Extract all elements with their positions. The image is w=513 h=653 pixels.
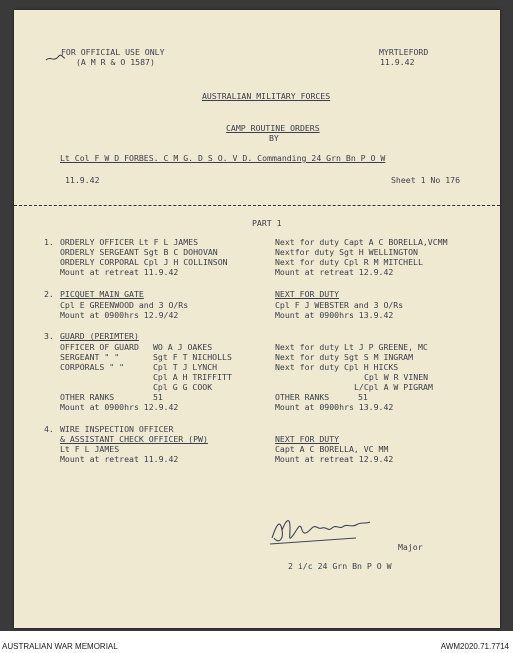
guard-corporal-next-1: Next for duty Cpl H HICKS bbox=[275, 362, 399, 372]
section-4-mount: Mount at retreat 11.9.42 bbox=[60, 454, 179, 464]
orderly-corporal-next: Next for duty Cpl R M MITCHELL bbox=[275, 257, 423, 267]
section-1-number: 1. bbox=[44, 237, 54, 247]
footer-accession-number: AWM2020.71.7714 bbox=[440, 642, 509, 651]
signatory-rank: Major bbox=[398, 542, 423, 552]
document-page bbox=[14, 10, 500, 628]
reference-number: (A M R & O 1587) bbox=[76, 57, 155, 67]
handwritten-signature bbox=[266, 508, 376, 550]
orderly-officer-next: Next for duty Capt A C BORELLA,VCMM bbox=[275, 237, 448, 247]
divider-rule bbox=[14, 205, 500, 206]
guard-officer-label: OFFICER OF GUARD bbox=[60, 342, 139, 352]
section-2-number: 2. bbox=[44, 289, 54, 299]
guard-corporal-3: Cpl G G COOK bbox=[153, 382, 213, 392]
other-ranks-label: OTHER RANKS bbox=[60, 392, 115, 402]
guard-officer-next: Next for duty Lt J P GREENE, MC bbox=[275, 342, 428, 352]
wire-inspection-officer: Lt F L JAMES bbox=[60, 444, 120, 454]
guard-sergeant-label: SERGEANT " " bbox=[60, 352, 120, 362]
section-3-mount: Mount at 0900hrs 12.9.42 bbox=[60, 402, 179, 412]
signatory-unit: 2 i/c 24 Grn Bn P O W bbox=[288, 561, 392, 571]
header-date: 11.9.42 bbox=[380, 57, 415, 67]
guard-corporal-next-3: L/Cpl A W PIGRAM bbox=[354, 382, 433, 392]
wire-inspection-officer-next: Capt A C BORELLA, VC MM bbox=[275, 444, 389, 454]
section-1-mount-next: Mount at retreat 12.9.42 bbox=[275, 267, 394, 277]
footer-bar bbox=[0, 631, 513, 653]
order-date: 11.9.42 bbox=[65, 175, 100, 185]
orderly-corporal: ORDERLY CORPORAL Cpl J H COLLINSON bbox=[60, 257, 228, 267]
section-4-mount-next: Mount at retreat 12.9.42 bbox=[275, 454, 394, 464]
section-2-mount: Mount at 0900hrs 12.9/42 bbox=[60, 310, 179, 320]
other-ranks-next-label: OTHER RANKS bbox=[275, 392, 330, 402]
section-4-heading-2: & ASSISTANT CHECK OFFICER (PW) bbox=[60, 434, 208, 444]
picquet-detail-next: Cpl F J WEBSTER and 3 O/Rs bbox=[275, 300, 404, 310]
section-1-mount: Mount at retreat 11.9.42 bbox=[60, 267, 179, 277]
other-ranks-count: 51 bbox=[153, 392, 163, 402]
part-heading: PART 1 bbox=[252, 218, 282, 228]
orderly-sergeant: ORDERLY SERGEANT Sgt B C DOHOVAN bbox=[60, 247, 218, 257]
section-4-heading-1: WIRE INSPECTION OFFICER bbox=[60, 424, 174, 434]
section-4-next-heading: NEXT FOR DUTY bbox=[275, 434, 340, 444]
guard-corporal-next-2: Cpl W R VINEN bbox=[364, 372, 429, 382]
organisation-heading: AUSTRALIAN MILITARY FORCES bbox=[202, 91, 331, 101]
commanding-officer-line: Lt Col F W D FORBES. C M G. D S O. V D. Commanding 24 Grn Bn P O W bbox=[60, 153, 386, 163]
section-3-mount-next: Mount at 0900hrs 13.9.42 bbox=[275, 402, 394, 412]
orderly-officer: ORDERLY OFFICER Lt F L JAMES bbox=[60, 237, 199, 247]
document-title: CAMP ROUTINE ORDERS bbox=[226, 123, 320, 133]
sheet-number: Sheet 1 No 176 bbox=[391, 175, 461, 185]
orderly-sergeant-next: Nextfor duty Sgt H WELLINGTON bbox=[275, 247, 418, 257]
official-use-line: FOR OFFICIAL USE ONLY bbox=[61, 47, 165, 57]
guard-corporals-label: CORPORALS " " bbox=[60, 362, 125, 372]
guard-officer: WO A J OAKES bbox=[153, 342, 213, 352]
section-3-number: 3. bbox=[44, 331, 54, 341]
guard-corporal-2: Cpl A H TRIFFITT bbox=[153, 372, 232, 382]
footer-source: AUSTRALIAN WAR MEMORIAL bbox=[2, 642, 118, 651]
other-ranks-next-count: 51 bbox=[358, 392, 368, 402]
by-line: BY bbox=[269, 133, 279, 143]
section-4-number: 4. bbox=[44, 424, 54, 434]
place-name: MYRTLEFORD bbox=[379, 47, 429, 57]
section-2-next-heading: NEXT FOR DUTY bbox=[275, 289, 340, 299]
section-2-heading: PICQUET MAIN GATE bbox=[60, 289, 144, 299]
picquet-detail: Cpl E GREENWOOD and 3 O/Rs bbox=[60, 300, 189, 310]
guard-sergeant-next: Next for duty Sgt S M INGRAM bbox=[275, 352, 414, 362]
section-3-heading: GUARD (PERIMTER) bbox=[60, 331, 139, 341]
guard-sergeant: Sgt F T NICHOLLS bbox=[153, 352, 232, 362]
section-2-mount-next: Mount at 0900hrs 13.9.42 bbox=[275, 310, 394, 320]
guard-corporal-1: Cpl T J LYNCH bbox=[153, 362, 218, 372]
